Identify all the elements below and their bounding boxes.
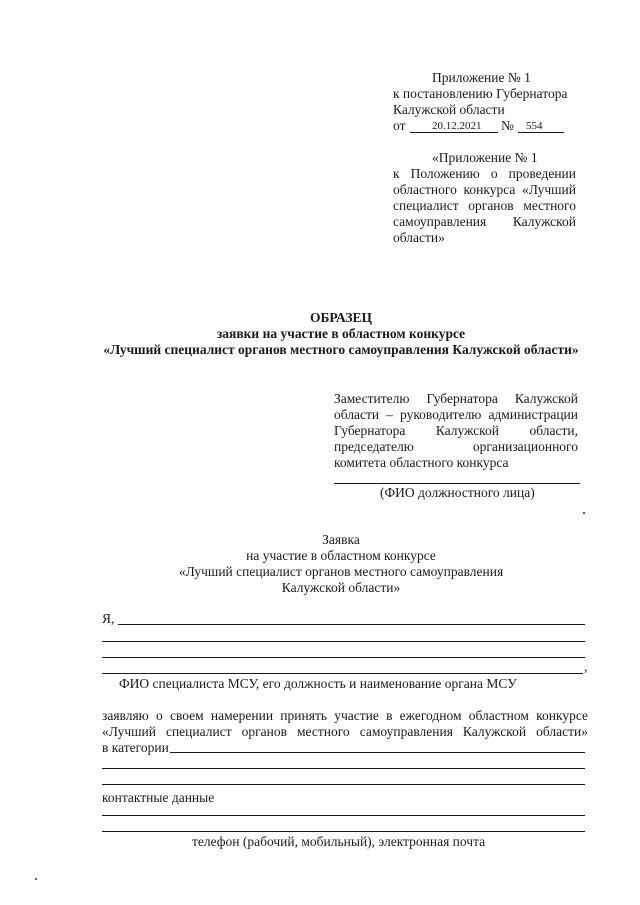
- applicant-field-line[interactable]: [102, 641, 585, 642]
- statement-line: «Лучший специалист органов местного самоуправления Калужской области»: [102, 724, 588, 739]
- quote-line: к Положению о проведении: [393, 166, 576, 181]
- applicant-field-line[interactable]: [102, 657, 585, 658]
- title-subtitle: заявки на участие в областном конкурсе: [216, 326, 466, 341]
- application-contest-name: «Лучший специалист органов местного самоуправления: [178, 564, 504, 579]
- application-title: Заявка: [322, 532, 360, 547]
- application-region: Калужской области»: [281, 580, 401, 595]
- addressee-line: комитета областного конкурса: [334, 455, 509, 470]
- appendix-line: к постановлению Губернатора: [393, 86, 568, 101]
- quote-line: областного конкурса «Лучший: [393, 182, 576, 197]
- appendix-number-sign: №: [501, 118, 514, 133]
- appendix-date-prefix: от: [393, 118, 406, 133]
- contacts-field-line[interactable]: [102, 831, 585, 832]
- quote-line: области»: [393, 230, 445, 245]
- scan-speck: [583, 512, 585, 514]
- appendix-date: 20.12.2021: [432, 120, 482, 132]
- addressee-line: Губернатора Калужской области,: [334, 423, 578, 438]
- contacts-label: контактные данные: [102, 790, 215, 805]
- addressee-line: председателю организационного: [334, 439, 578, 454]
- category-label: в категории: [102, 740, 169, 755]
- official-name-caption: (ФИО должностного лица): [380, 485, 535, 500]
- official-name-field[interactable]: [334, 483, 580, 484]
- contacts-field-line[interactable]: [102, 815, 585, 816]
- addressee-line: области – руководителю администрации: [334, 407, 578, 422]
- statement-line: заявляю о своем намерении принять участие в ежегодном областном конкурсе: [102, 708, 588, 723]
- application-subtitle: на участие в областном конкурсе: [246, 548, 436, 563]
- applicant-caption: ФИО специалиста МСУ, его должность и наименование органа МСУ: [119, 676, 517, 691]
- contacts-caption: телефон (рабочий, мобильный), электронная почта: [192, 834, 486, 849]
- i-label: Я,: [102, 611, 115, 626]
- title-contest-name: «Лучший специалист органов местного самоуправления Калужской области»: [103, 342, 579, 357]
- applicant-field-line[interactable]: [102, 673, 583, 674]
- appendix-title: Приложение № 1: [432, 70, 531, 85]
- appendix-number: 554: [526, 120, 543, 132]
- scan-speck: [35, 878, 37, 880]
- addressee-line: Заместителю Губернатора Калужской: [334, 391, 578, 406]
- quote-line: «Приложение № 1: [432, 150, 538, 165]
- quote-line: специалист органов местного: [393, 198, 576, 213]
- title-sample: ОБРАЗЕЦ: [310, 310, 372, 325]
- appendix-line: Калужской области: [393, 102, 505, 117]
- quote-line: самоуправления Калужской: [393, 214, 576, 229]
- category-field-line[interactable]: [102, 768, 585, 769]
- category-field-line[interactable]: [170, 752, 585, 753]
- category-field-line[interactable]: [102, 784, 585, 785]
- applicant-field-line[interactable]: [118, 624, 585, 625]
- applicant-comma: ,: [584, 659, 588, 674]
